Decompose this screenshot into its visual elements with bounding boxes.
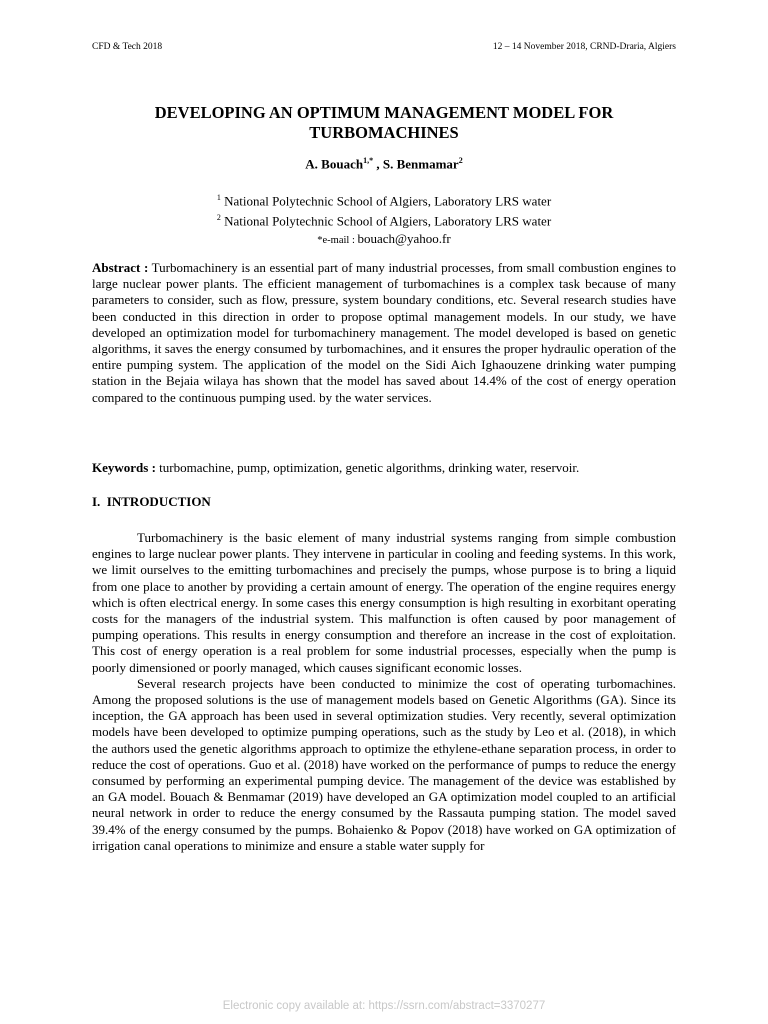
author-separator: , (373, 156, 383, 172)
affiliations (92, 189, 676, 249)
running-header (92, 42, 676, 52)
section-heading-introduction: I. INTRODUCTION (92, 494, 211, 509)
keywords (92, 460, 676, 476)
email-line (92, 230, 676, 249)
author-2: S. Benmamar (382, 156, 459, 172)
title-line-2: TURBOMACHINES (309, 123, 459, 142)
paper-title (92, 103, 676, 143)
affiliation-1: $^1$ National Polytechnic School of Algiers, Laboratory LRS water (216, 193, 552, 209)
email-address[interactable]: bouach@yahoo.fr (357, 230, 451, 246)
conference-date-location: 12 – 14 November 2018, CRND-Draria, Algiers (492, 42, 676, 52)
paragraph: Turbomachinery is the basic element of many industrial systems ranging from simple combustion engines to large nuclear power plants. They intervene in particular in cooling and feeding systems. In this work, we limit ourselves to the emitting turbomachines and precisely the pumps, whose purpose is to bring a liquid from one place to another by providing a certain amount of energy. The operation of the engine requires energy which is often electrical energy. In some cases this energy consumption is high resulting in exorbitant operating costs for the managers of the industrial system. This malfunction is often caused by poor management of pumping operations. This results in energy consumption and therefore an increase in the cost of exploitation. This cost of energy operation is a real problem for some industrial processes, especially when the pump is poorly dimensioned or poorly managed, which causes significant economic losses. (92, 530, 676, 675)
paragraph: Several research projects have been conducted to minimize the cost of operating turbomachines. Among the proposed solutions is the use of management models based on Genetic Algorithms (GA). Since its inception, the GA approach has been used in several optimization studies. Very recently, several optimization models have been developed to optimize pumping operations, such as the study by Leo et al. (2018), in which the authors used the genetic algorithms approach to optimize the ethylene-ethane separation process, in order to reduce the cost of operations. Guo et al. (2018) have worked on the performance of pumps to reduce the energy consumed by performing an experimental pumping device. The management of the device was established by an GA model. Bouach & Benmamar (2019) have developed an GA optimization model coupled to an artificial neural network in order to reduce the energy consumed by the Rassauta pumping station. The model saved 39.4% of the energy consumed by the pumps. Bohaienko & Popov (2018) have worked on GA optimization of irrigation canal operations to minimize and ensure a stable water supply for (92, 675, 676, 853)
abstract-text: Turbomachinery is an essential part of many industrial processes, from small combustion engines to large nuclear power plants. The efficient management of turbomachines is a complex task because of many parameters to consider, such as flow, pressure, system boundary conditions, etc. Several research studies have been conducted in this direction in order to propose optimal management models. In our study, we have developed an optimization model for turbomachinery management. The model developed is based on genetic algorithms, it saves the energy consumed by turbomachines, and it ensures the proper hydraulic operation of the entire pumping system. The application of the model on the Sidi Aich Ighaouzene drinking water pumping station in the Bejaia wilaya has shown that the model has saved about 14.4% of the cost of energy operation compared to the continuous pumping used. by the water services. (92, 260, 676, 405)
conference-name: CFD & Tech 2018 (92, 42, 163, 52)
title-line-1: DEVELOPING AN OPTIMUM MANAGEMENT MODEL FOR (154, 103, 614, 122)
affiliation-2: $^2$ National Polytechnic School of Algiers, Laboratory LRS water (216, 213, 552, 229)
author-2-affil: 2 (458, 156, 463, 165)
ssrn-footer: Electronic copy available at: https://ssrn.com/abstract=3370277 (222, 1000, 546, 1012)
email-label: *e-mail : (317, 234, 358, 246)
introduction-body (92, 530, 676, 854)
abstract (92, 260, 676, 406)
author-list (92, 156, 676, 172)
author-1-affil: 1,* (363, 156, 374, 165)
keywords-text: turbomachine, pump, optimization, genetic algorithms, drinking water, reservoir. (159, 460, 580, 475)
abstract-label: Abstract : (92, 260, 149, 275)
author-1: A. Bouach (305, 156, 364, 172)
keywords-label: Keywords : (92, 460, 156, 475)
